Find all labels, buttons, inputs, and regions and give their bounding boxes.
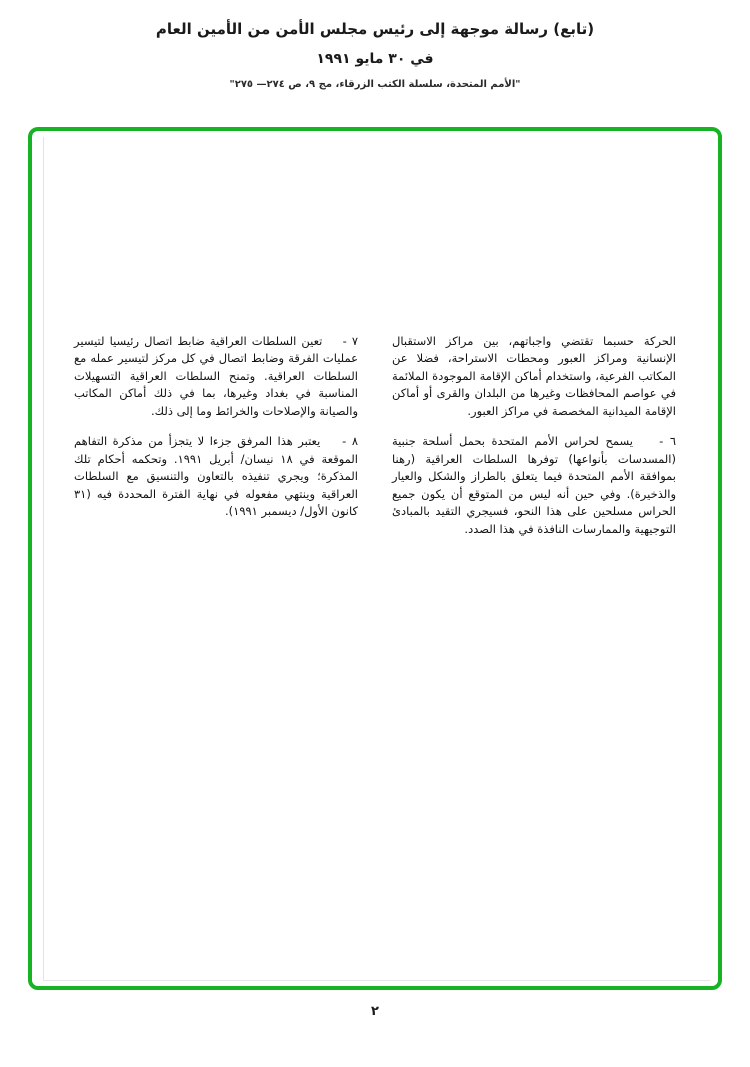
paragraph-item-6: ٦ - يسمح لحراس الأمم المتحدة بحمل أسلحة جنبية (المسدسات بأنواعها) توفرها السلطات العراقية (رهنا بموافقة الأمم المتحدة فيما يتعلق بالطراز والشكل والعيار والذخيرة). وفي حين أنه ليس من المتوقع أن يكون جميع الحراس مسلحين على هذا النحو، فسيجري التقيد بالمبادئ التوجيهية والممارسات النافذة في هذا الصدد. xyxy=(392,434,676,536)
column-left xyxy=(74,333,358,551)
paragraph-item-8: ٨ - يعتبر هذا المرفق جزءا لا يتجزأ من مذكرة التفاهم الموقعة في ١٨ نيسان/ أبريل ١٩٩١. وتحكمه أحكام تلك المذكرة؛ ويجري تنفيذه بالتعاون والتنسيق مع السلطات العراقية وينتهي مفعوله في نهاية الفترة المحددة فيه (٣١ كانون الأول/ ديسمبر ١٩٩١). xyxy=(74,434,358,519)
page-number: ٢ xyxy=(371,1004,379,1019)
scan-frame xyxy=(28,127,722,990)
text-columns xyxy=(74,333,676,551)
document-date: في ٣٠ مايو ١٩٩١ xyxy=(316,51,434,67)
paragraph-item-7: ٧ - تعين السلطات العراقية ضابط اتصال رئيسيا لتيسير عمليات الفرقة وضابط اتصال في كل مركز لتيسير عمله مع السلطات العراقية. وتمنح السلطات العراقية التسهيلات المناسبة في بغداد وغيرها، بما في ذلك أماكن المكاتب والصيانة والإصلاحات والخرائط وما إلى ذلك. xyxy=(74,334,358,418)
paragraph-continuation: الحركة حسبما تقتضي واجباتهم، بين مراكز الاستقبال الإنسانية ومراكز العبور ومحطات الاستراحة، فضلا عن المكاتب الفرعية، واستخدام أماكن الإقامة الموجودة الملائمة في عواصم المحافظات وغيرها من البلدان والقرى أو أماكن الإقامة الميدانية المخصصة في مراكز العبور. xyxy=(392,334,676,418)
document-title: (تابع) رسالة موجهة إلى رئيس مجلس الأمن من الأمين العام xyxy=(155,20,595,38)
document-source: "الأمم المتحدة، سلسلة الكتب الزرقاء، مج ٩، ص ٢٧٤— ٢٧٥" xyxy=(229,79,521,90)
column-right xyxy=(392,333,676,551)
document-header xyxy=(0,0,750,90)
scanned-page-edge xyxy=(43,137,710,981)
